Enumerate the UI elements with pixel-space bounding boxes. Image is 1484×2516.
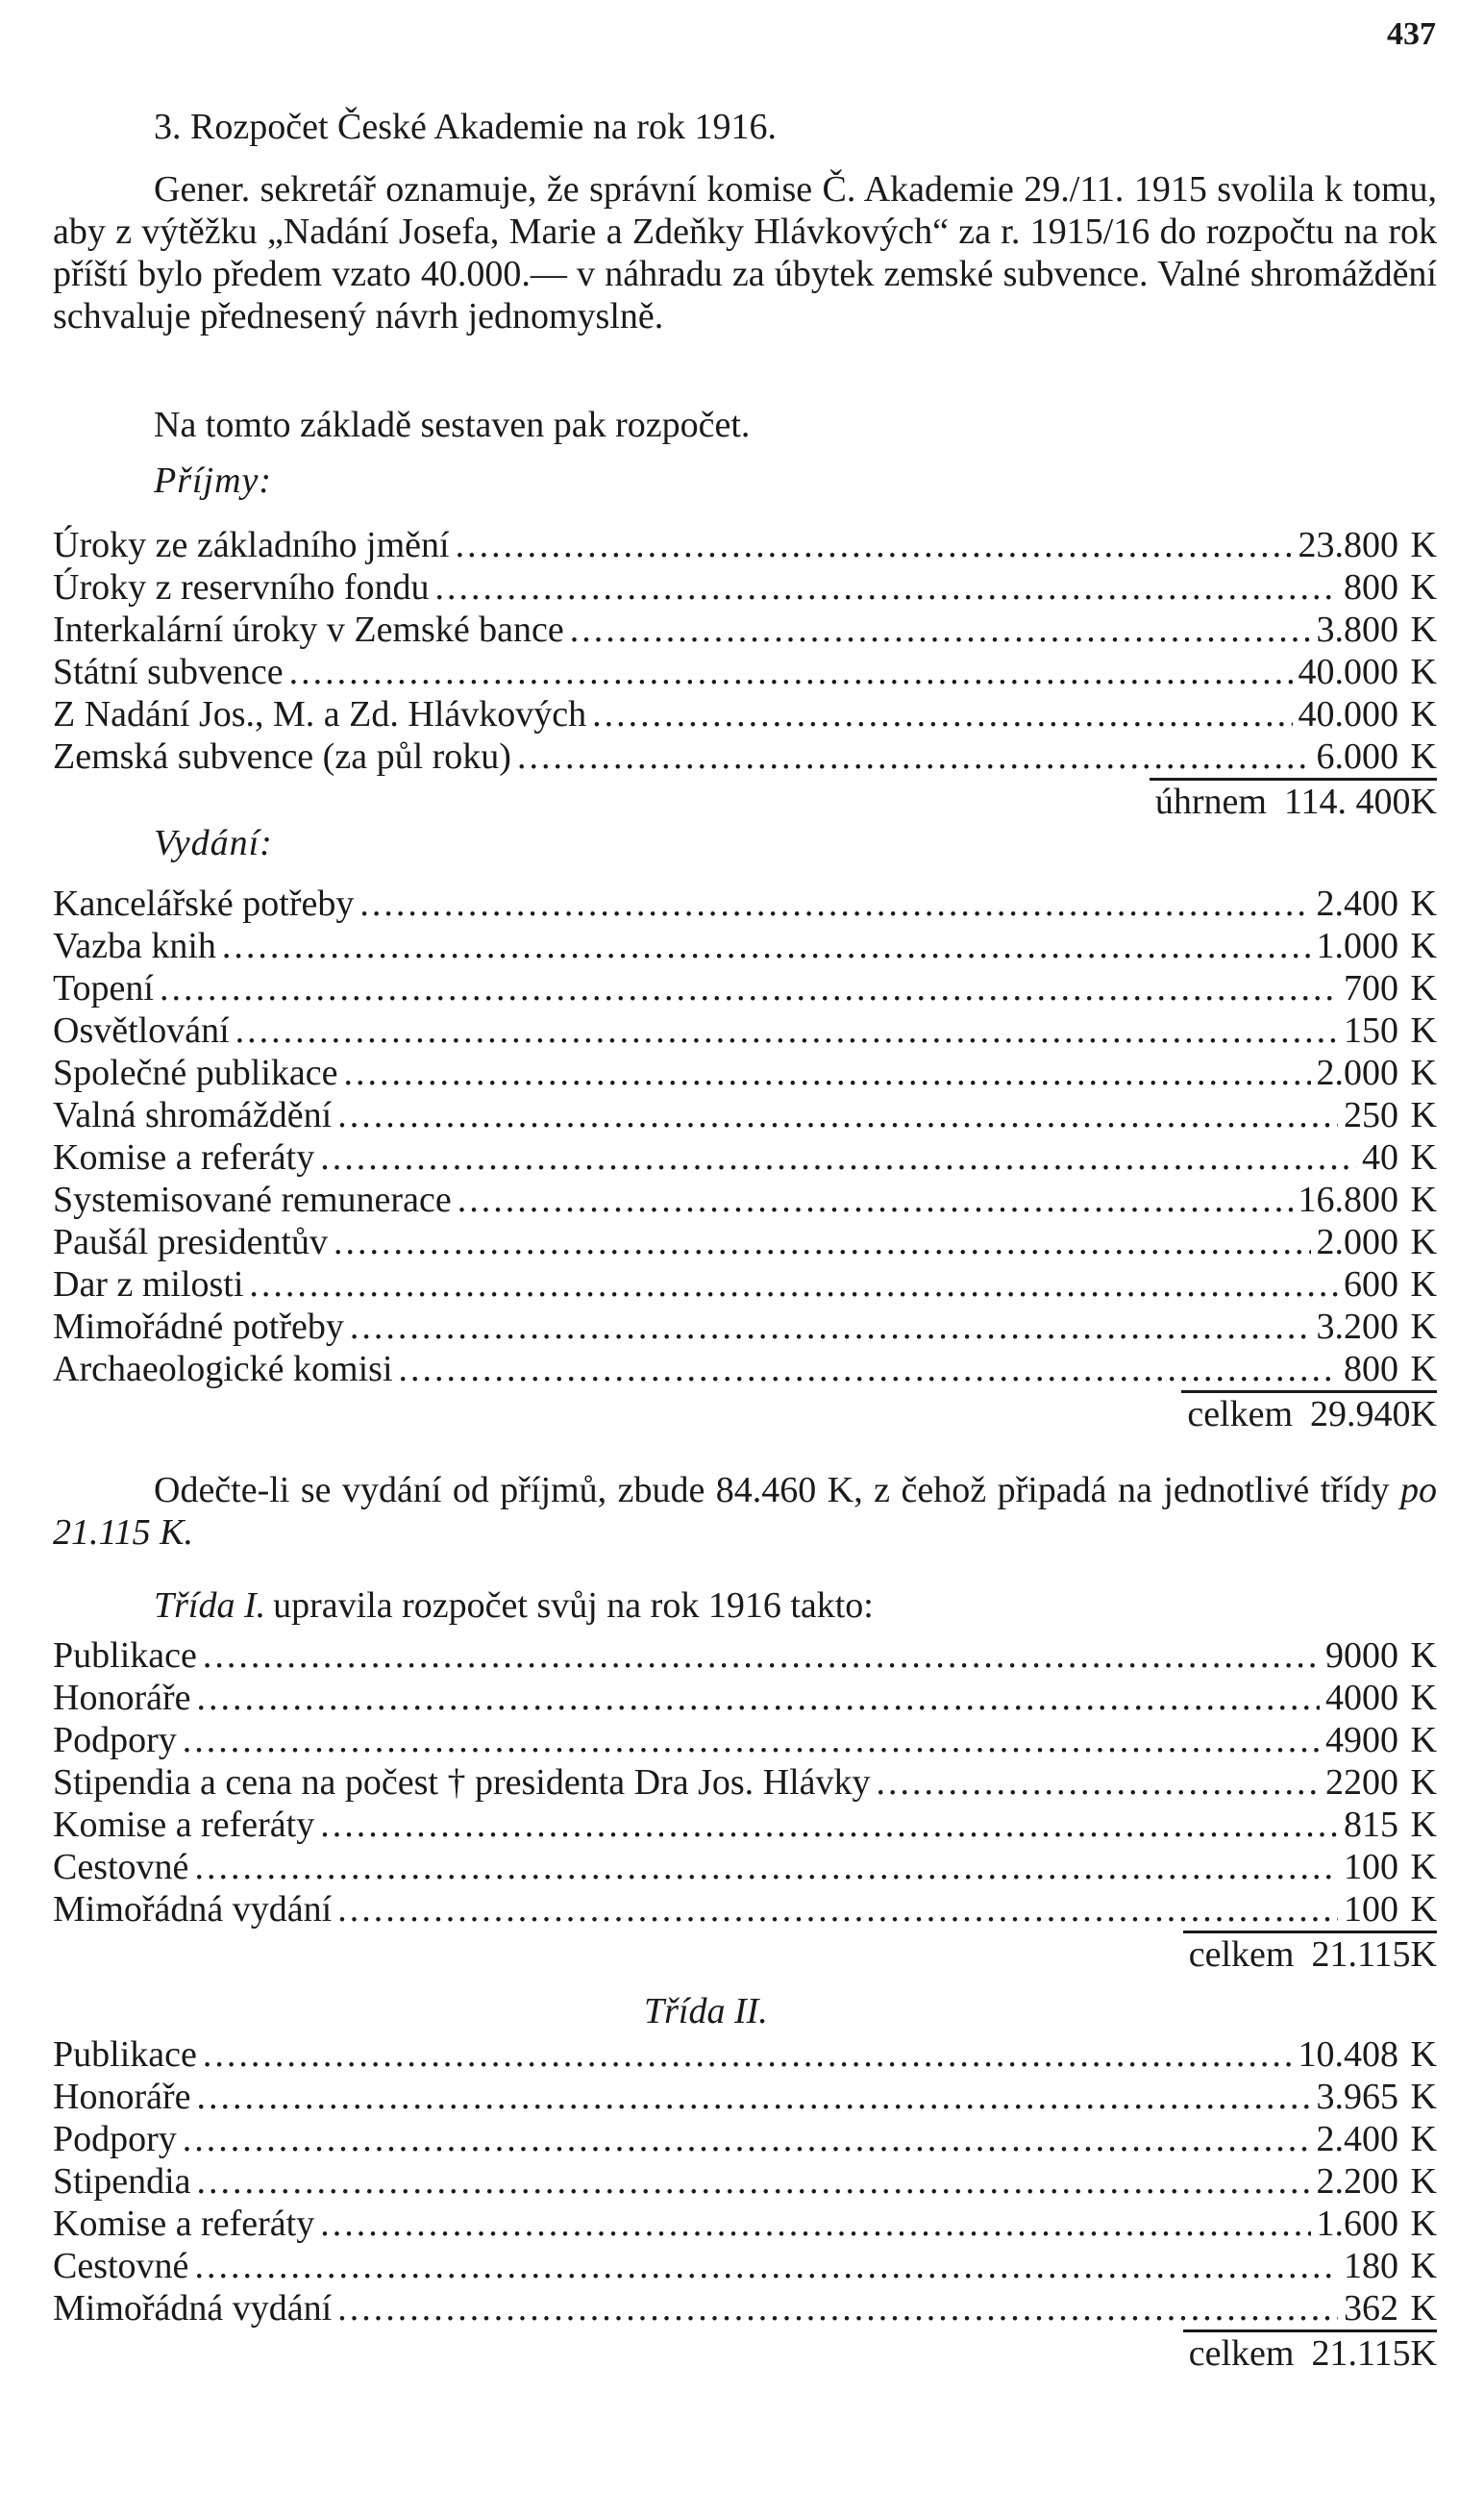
leader-dots <box>196 1677 1320 1719</box>
item-currency: K <box>1410 1222 1437 1262</box>
income-total <box>53 778 1437 820</box>
item-currency: K <box>1410 2204 1437 2244</box>
item-amount: 815 <box>1344 1805 1398 1845</box>
item-currency: K <box>1410 2034 1437 2075</box>
class1-row <box>53 1677 1437 1719</box>
item-currency: K <box>1410 1635 1437 1676</box>
item-amount: 250 <box>1344 1095 1398 1135</box>
item-amount: 3.965 <box>1316 2077 1398 2117</box>
item-label: Podpory <box>53 1720 177 1760</box>
leader-dots <box>337 2287 1338 2329</box>
item-label: Dar z milosti <box>53 1264 244 1305</box>
class1-total <box>53 1931 1437 1973</box>
leader-dots <box>344 1052 1311 1094</box>
item-currency: K <box>1410 1720 1437 1760</box>
leader-dots <box>334 1221 1310 1263</box>
total-label: úhrnem <box>1154 782 1267 822</box>
item-currency: K <box>1410 968 1437 1009</box>
expenses-list <box>53 883 1437 1432</box>
class1-row <box>53 1634 1437 1677</box>
expense-row <box>53 1348 1437 1390</box>
leader-dots <box>320 1804 1338 1846</box>
expense-row <box>53 1263 1437 1306</box>
item-currency: K <box>1410 1180 1437 1220</box>
class1-row <box>53 1888 1437 1931</box>
item-amount: 100 <box>1344 1847 1398 1887</box>
item-amount: 600 <box>1344 1264 1398 1305</box>
class1-title: Třída I. <box>154 1585 266 1626</box>
total-amount: 21.115 <box>1311 2333 1411 2374</box>
class2-row <box>53 2076 1437 2118</box>
class1-row <box>53 1804 1437 1846</box>
class1-row <box>53 1719 1437 1761</box>
item-amount: 700 <box>1344 968 1398 1009</box>
page-number: 437 <box>1387 16 1436 52</box>
class1-list <box>53 1634 1437 1973</box>
class2-row <box>53 2245 1437 2287</box>
leader-dots <box>203 1634 1320 1677</box>
expense-row <box>53 883 1437 925</box>
item-amount: 100 <box>1344 1889 1398 1930</box>
item-label: Osvětlování <box>53 1010 230 1051</box>
item-currency: K <box>1410 1805 1437 1845</box>
item-amount: 2.000 <box>1316 1053 1398 1093</box>
class2-row <box>53 2203 1437 2245</box>
class1-row <box>53 1846 1437 1888</box>
expenses-title: Vydání: <box>154 823 273 863</box>
total-currency: K <box>1410 1394 1437 1434</box>
expense-row <box>53 1136 1437 1179</box>
item-label: Kancelářské potřeby <box>53 884 355 924</box>
item-amount: 4900 <box>1325 1720 1398 1760</box>
income-row <box>53 735 1437 778</box>
leader-dots <box>320 2203 1310 2245</box>
leader-dots <box>183 2118 1311 2160</box>
income-row <box>53 651 1437 693</box>
item-label: Stipendia <box>53 2161 191 2202</box>
intro-paragraph-text: Gener. sekretář oznamuje, že správní komise Č. Akademie 29./11. 1915 svolila k tomu, aby z výtěžku „Nadání Josefa, Marie a Zdeňky Hlávkových“ za r. 1915/16 do rozpočtu na rok příští bylo předem vzato 40.000.— v náhradu za úbytek zemské subvence. Valné shromáždění schvaluje přednesený návrh jednomyslně. <box>53 169 1437 336</box>
remainder-emphasis: po 21.115 K. <box>53 1470 1437 1553</box>
income-row <box>53 693 1437 735</box>
item-amount: 2.000 <box>1316 1222 1398 1262</box>
intro-paragraph <box>53 168 1437 337</box>
item-label: Archaeologické komisi <box>53 1349 393 1389</box>
total-currency: K <box>1410 2333 1437 2374</box>
item-label: Interkalární úroky v Zemské bance <box>53 610 564 650</box>
leader-dots <box>196 2076 1310 2118</box>
item-currency: K <box>1410 926 1437 966</box>
item-amount: 2.200 <box>1316 2161 1398 2202</box>
item-amount: 800 <box>1344 567 1398 608</box>
leader-dots <box>183 1719 1320 1761</box>
item-label: Zemská subvence (za půl roku) <box>53 736 511 777</box>
item-label: Mimořádná vydání <box>53 2288 333 2329</box>
expense-row <box>53 1052 1437 1094</box>
item-amount: 180 <box>1344 2246 1398 2286</box>
item-label: Systemisované remunerace <box>53 1180 452 1220</box>
item-currency: K <box>1410 2246 1437 2286</box>
item-label: Honoráře <box>53 2077 191 2117</box>
total-amount: 114. 400 <box>1283 782 1411 822</box>
leader-dots <box>160 967 1338 1009</box>
item-label: Úroky z reservního fondu <box>53 567 430 608</box>
expense-row <box>53 1221 1437 1263</box>
item-currency: K <box>1410 1137 1437 1178</box>
item-amount: 1.600 <box>1316 2204 1398 2244</box>
expense-row <box>53 1306 1437 1348</box>
class2-row <box>53 2118 1437 2160</box>
leader-dots <box>570 609 1311 651</box>
item-currency: K <box>1410 1095 1437 1135</box>
item-amount: 150 <box>1344 1010 1398 1051</box>
item-label: Komise a referáty <box>53 2204 315 2244</box>
income-row <box>53 524 1437 566</box>
total-currency: K <box>1410 1934 1437 1975</box>
expense-row <box>53 925 1437 967</box>
item-amount: 2.400 <box>1316 2119 1398 2159</box>
class2-list <box>53 2033 1437 2372</box>
item-currency: K <box>1410 610 1437 650</box>
class2-total <box>53 2329 1437 2372</box>
item-currency: K <box>1410 694 1437 735</box>
item-label: Valná shromáždění <box>53 1095 333 1135</box>
income-title: Příjmy: <box>154 461 273 501</box>
item-amount: 800 <box>1344 1349 1398 1389</box>
item-currency: K <box>1410 1307 1437 1347</box>
item-amount: 2.400 <box>1316 884 1398 924</box>
item-label: Cestovné <box>53 1847 189 1887</box>
income-list <box>53 524 1437 820</box>
leader-dots <box>337 1888 1338 1931</box>
leader-dots <box>517 735 1311 778</box>
total-label: celkem <box>1188 1934 1295 1975</box>
item-amount: 16.800 <box>1298 1180 1398 1220</box>
class2-row <box>53 2160 1437 2203</box>
leader-dots <box>592 693 1292 735</box>
item-amount: 3.800 <box>1316 610 1398 650</box>
expense-row <box>53 1009 1437 1052</box>
class1-row <box>53 1761 1437 1804</box>
item-amount: 4000 <box>1325 1678 1398 1718</box>
item-amount: 362 <box>1344 2288 1398 2329</box>
item-label: Mimořádné potřeby <box>53 1307 344 1347</box>
leader-dots <box>350 1306 1311 1348</box>
item-currency: K <box>1410 2077 1437 2117</box>
expense-row <box>53 1179 1437 1221</box>
item-label: Publikace <box>53 1635 197 1676</box>
total-amount: 29.940 <box>1310 1394 1411 1434</box>
total-label: celkem <box>1187 1394 1294 1434</box>
total-currency: K <box>1410 782 1437 822</box>
total-label: celkem <box>1188 2333 1295 2374</box>
item-amount: 40.000 <box>1298 652 1398 692</box>
expense-row <box>53 1094 1437 1136</box>
class2-heading: Třída II. <box>644 1991 768 2031</box>
leader-dots <box>320 1136 1356 1179</box>
item-label: Státní subvence <box>53 652 284 692</box>
item-currency: K <box>1410 1847 1437 1887</box>
item-currency: K <box>1410 652 1437 692</box>
section-heading: 3. Rozpočet České Akademie na rok 1916. <box>154 107 777 147</box>
leader-dots <box>194 2245 1338 2287</box>
item-label: Honoráře <box>53 1678 191 1718</box>
leader-dots <box>359 883 1310 925</box>
leader-dots <box>456 524 1293 566</box>
item-currency: K <box>1410 1264 1437 1305</box>
item-label: Společné publikace <box>53 1053 338 1093</box>
basis-line: Na tomto základě sestaven pak rozpočet. <box>154 405 751 445</box>
item-label: Mimořádná vydání <box>53 1889 333 1930</box>
leader-dots <box>399 1348 1338 1390</box>
item-label: Publikace <box>53 2034 197 2075</box>
leader-dots <box>249 1263 1338 1306</box>
leader-dots <box>203 2033 1293 2076</box>
total-amount: 21.115 <box>1311 1934 1411 1975</box>
income-row <box>53 609 1437 651</box>
item-currency: K <box>1410 884 1437 924</box>
leader-dots <box>289 651 1293 693</box>
item-label: Vazba knih <box>53 926 216 966</box>
income-row <box>53 566 1437 609</box>
class1-heading <box>154 1584 874 1627</box>
expenses-total <box>53 1390 1437 1432</box>
item-currency: K <box>1410 2119 1437 2159</box>
remainder-paragraph <box>53 1469 1437 1554</box>
item-currency: K <box>1410 525 1437 565</box>
item-currency: K <box>1410 1889 1437 1930</box>
item-currency: K <box>1410 1678 1437 1718</box>
item-amount: 9000 <box>1325 1635 1398 1676</box>
item-amount: 3.200 <box>1316 1307 1398 1347</box>
item-label: Paušál presidentův <box>53 1222 329 1262</box>
leader-dots <box>235 1009 1338 1052</box>
item-label: Cestovné <box>53 2246 189 2286</box>
item-amount: 1.000 <box>1316 926 1398 966</box>
item-label: Z Nadání Jos., M. a Zd. Hlávkových <box>53 694 587 735</box>
leader-dots <box>194 1846 1338 1888</box>
leader-dots <box>877 1761 1320 1804</box>
item-currency: K <box>1410 736 1437 777</box>
item-amount: 40 <box>1362 1137 1398 1178</box>
item-currency: K <box>1410 2288 1437 2329</box>
item-label: Stipendia a cena na počest † presidenta Dra Jos. Hlávky <box>53 1762 871 1803</box>
leader-dots <box>337 1094 1338 1136</box>
item-currency: K <box>1410 567 1437 608</box>
leader-dots <box>458 1179 1293 1221</box>
item-amount: 10.408 <box>1298 2034 1398 2075</box>
item-amount: 40.000 <box>1298 694 1398 735</box>
item-currency: K <box>1410 1053 1437 1093</box>
item-amount: 6.000 <box>1316 736 1398 777</box>
item-currency: K <box>1410 2161 1437 2202</box>
class2-row <box>53 2287 1437 2329</box>
class1-title-rest: upravila rozpočet svůj na rok 1916 takto: <box>273 1585 874 1626</box>
item-label: Topení <box>53 968 154 1009</box>
item-currency: K <box>1410 1010 1437 1051</box>
item-currency: K <box>1410 1349 1437 1389</box>
remainder-text: Odečte-li se vydání od příjmů, zbude 84.460 K, z čehož připadá na jednotlivé třídy <box>154 1470 1390 1510</box>
leader-dots <box>197 2160 1311 2203</box>
expense-row <box>53 967 1437 1009</box>
item-amount: 2200 <box>1325 1762 1398 1803</box>
item-currency: K <box>1410 1762 1437 1803</box>
leader-dots <box>435 566 1338 609</box>
item-label: Podpory <box>53 2119 177 2159</box>
item-label: Komise a referáty <box>53 1137 315 1178</box>
item-amount: 23.800 <box>1298 525 1398 565</box>
item-label: Úroky ze základního jmění <box>53 525 450 565</box>
item-label: Komise a referáty <box>53 1805 315 1845</box>
leader-dots <box>222 925 1311 967</box>
class2-row <box>53 2033 1437 2076</box>
